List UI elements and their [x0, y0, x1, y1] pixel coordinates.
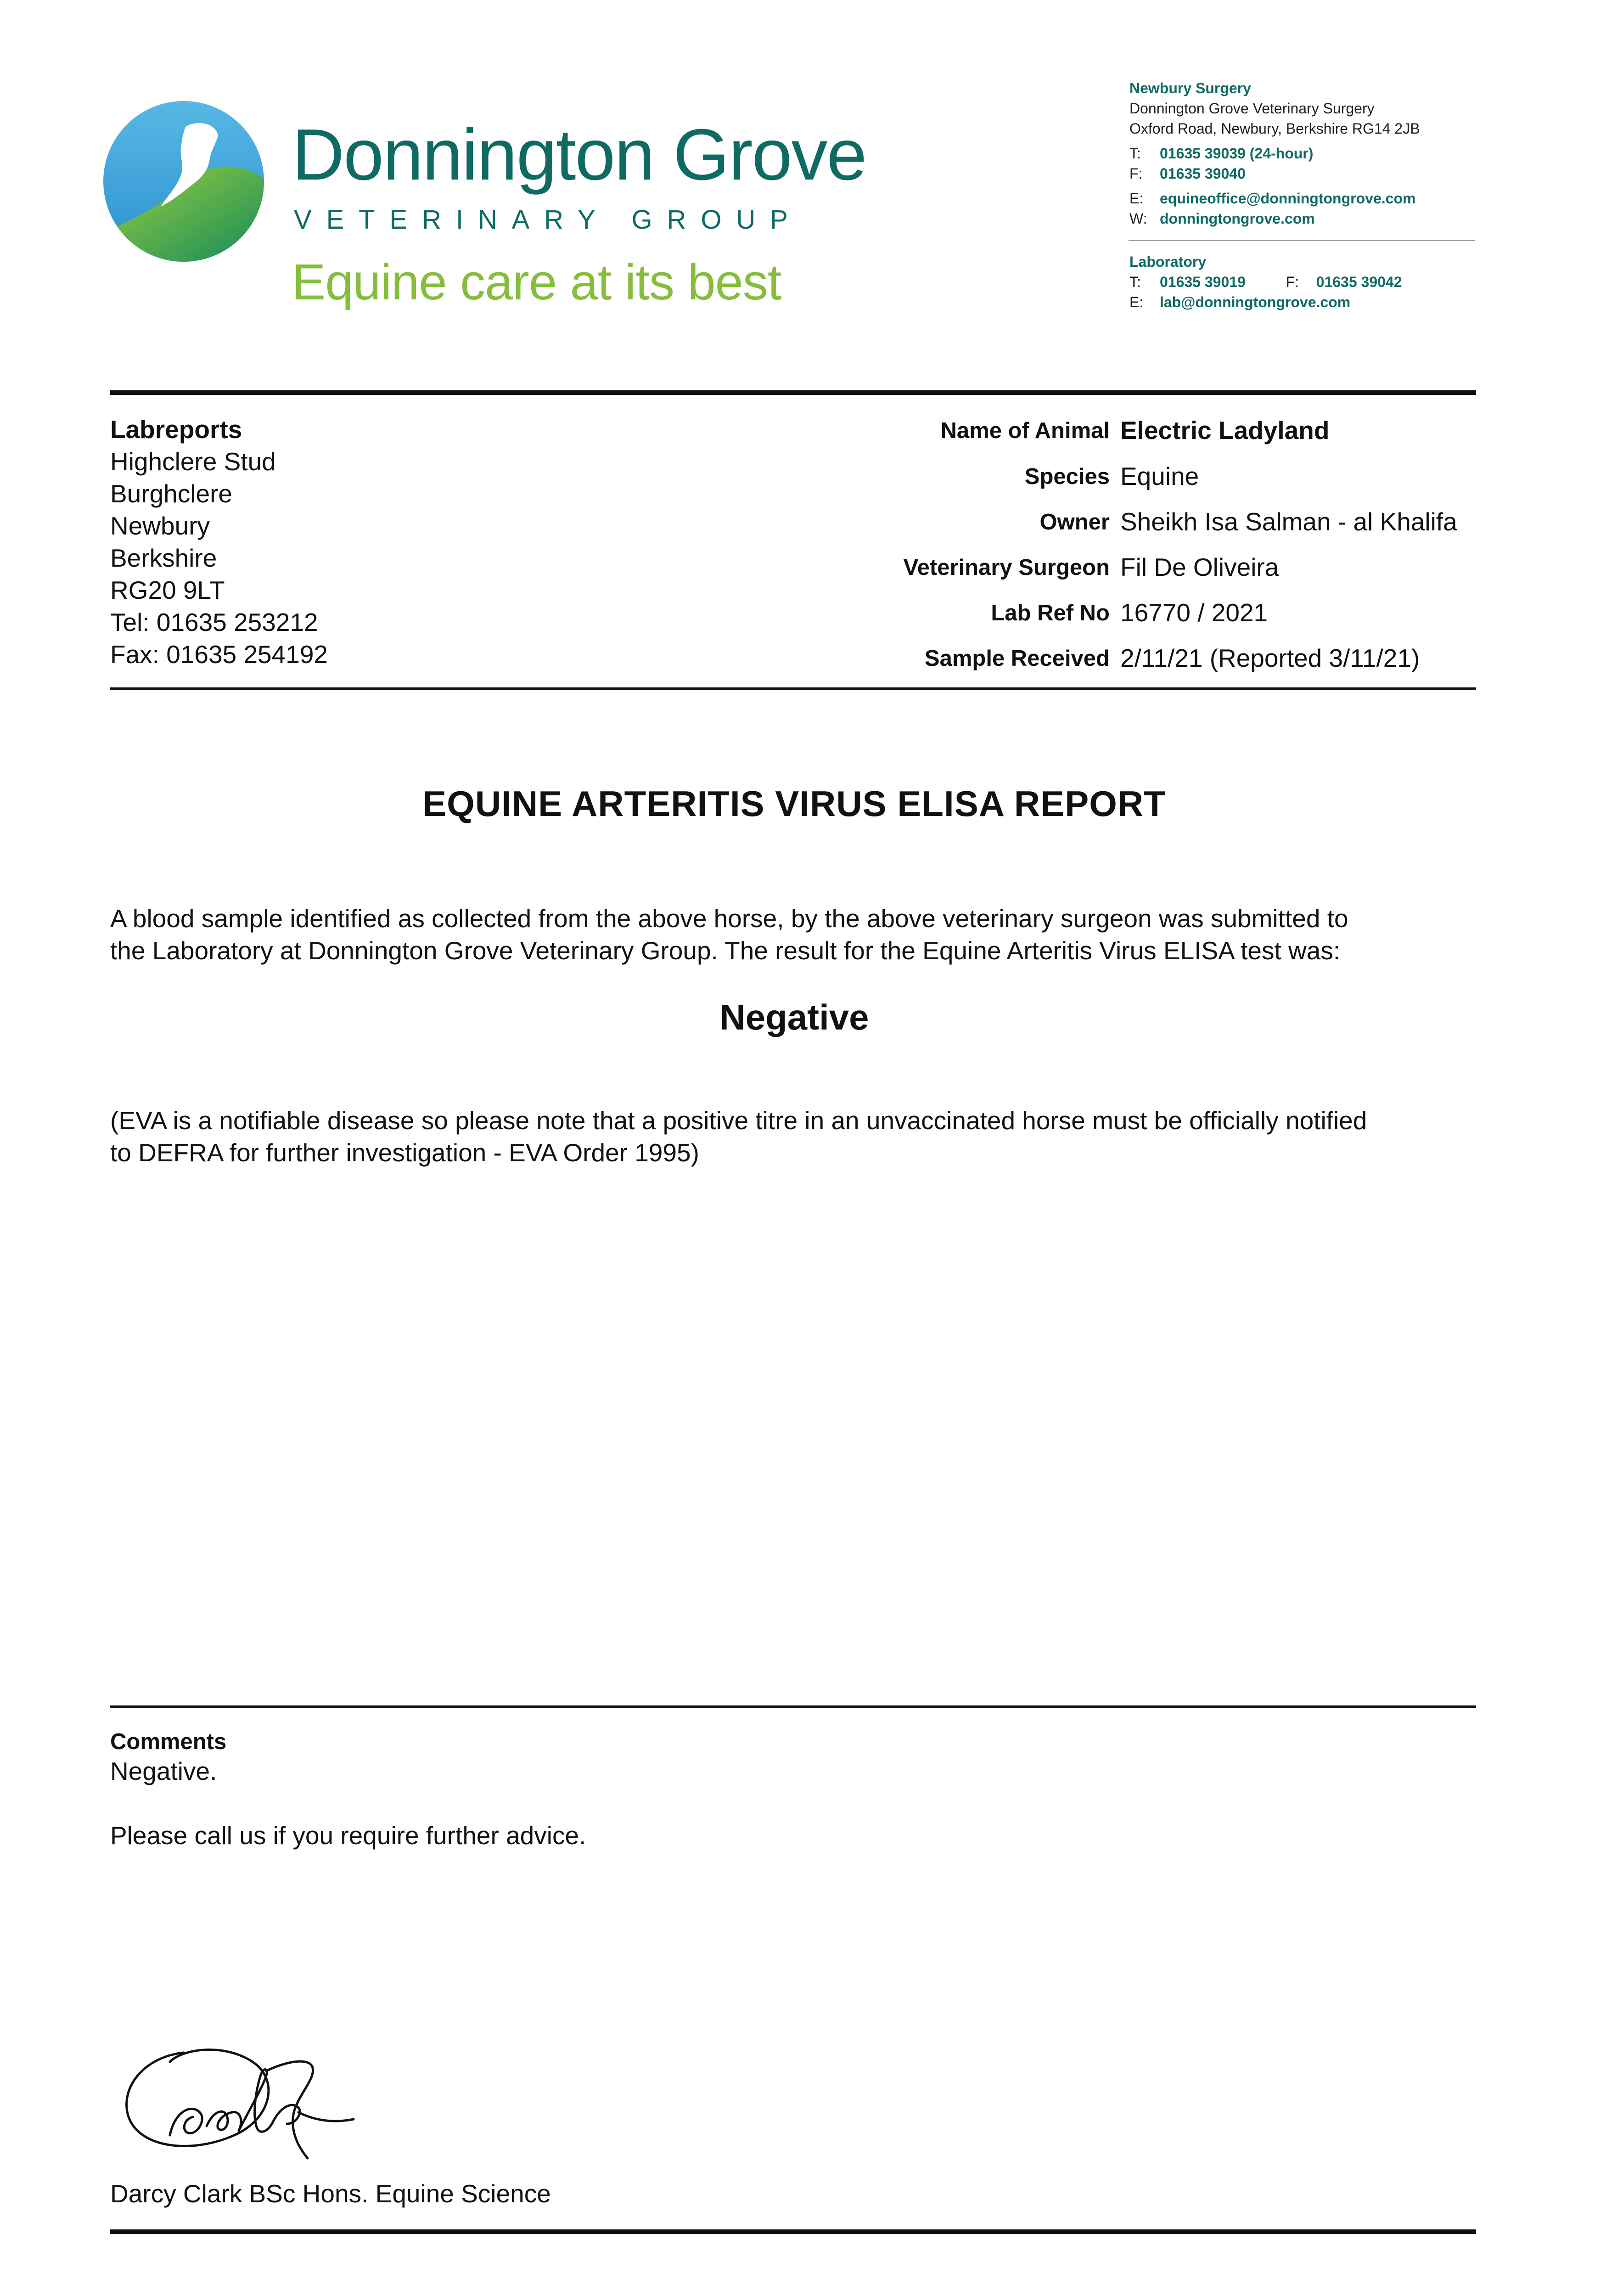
- detail-value-animal: Electric Ladyland: [1120, 416, 1330, 445]
- laboratory-heading: Laboratory: [1129, 253, 1207, 270]
- brand-subtitle: VETERINARY GROUP: [294, 205, 803, 235]
- client-line: Tel: 01635 253212: [110, 608, 318, 636]
- client-line: Fax: 01635 254192: [110, 640, 328, 669]
- bottom-rule: [110, 2229, 1476, 2234]
- surgery-web-label: W:: [1129, 210, 1147, 227]
- surgery-fax: 01635 39040: [1160, 165, 1246, 182]
- report-intro-line: the Laboratory at Donnington Grove Veterinary Group. The result for the Equine Arteritis Virus ELISA test was:: [110, 936, 1341, 965]
- detail-label-vet: Veterinary Surgeon: [903, 555, 1110, 580]
- brand-tagline: Equine care at its best: [292, 254, 781, 310]
- client-line: Berkshire: [110, 544, 217, 572]
- comments-text: Negative.: [110, 1757, 217, 1785]
- top-rule: [110, 390, 1476, 395]
- lab-email-label: E:: [1129, 294, 1144, 310]
- detail-label-species: Species: [1024, 464, 1110, 489]
- surgery-email-label: E:: [1129, 190, 1144, 207]
- detail-label-received: Sample Received: [924, 646, 1110, 671]
- report-note-line: (EVA is a notifiable disease so please note that a positive titre in an unvaccinated horse must be officially notified: [110, 1106, 1367, 1135]
- surgery-email-link[interactable]: equineoffice@donningtongrove.com: [1160, 190, 1416, 207]
- details-bottom-rule: [110, 687, 1476, 690]
- detail-value-species: Equine: [1120, 462, 1199, 490]
- surgery-contact: [1129, 78, 1420, 229]
- lab-email-link[interactable]: lab@donningtongrove.com: [1160, 294, 1351, 310]
- signature-icon: [115, 2020, 372, 2177]
- detail-value-vet: Fil De Oliveira: [1120, 553, 1279, 581]
- surgery-heading: Newbury Surgery: [1129, 80, 1251, 96]
- detail-label-owner: Owner: [1039, 510, 1110, 535]
- comments-top-rule: [110, 1705, 1476, 1708]
- test-result: Negative: [719, 997, 869, 1037]
- client-name: Labreports: [110, 415, 242, 444]
- surgery-tel: 01635 39039 (24-hour): [1160, 145, 1314, 162]
- report-intro-line: A blood sample identified as collected from the above horse, by the above veterinary surgeon was submitted to: [110, 904, 1348, 933]
- client-line: Highclere Stud: [110, 447, 276, 476]
- lab-fax: 01635 39042: [1316, 274, 1402, 290]
- signatory-name: Darcy Clark BSc Hons. Equine Science: [110, 2179, 551, 2208]
- detail-label-labref: Lab Ref No: [991, 601, 1110, 625]
- surgery-tel-label: T:: [1129, 145, 1141, 162]
- surgery-address-line1: Donnington Grove Veterinary Surgery: [1129, 100, 1375, 117]
- surgery-fax-label: F:: [1129, 165, 1143, 182]
- report-intro: [110, 902, 1488, 967]
- detail-value-received: 2/11/21 (Reported 3/11/21): [1120, 644, 1420, 672]
- detail-value-owner: Sheikh Isa Salman - al Khalifa: [1120, 507, 1457, 536]
- header-divider: [1129, 240, 1475, 241]
- client-address: [110, 413, 328, 670]
- comments-heading: Comments: [110, 1729, 227, 1754]
- laboratory-contact: [1129, 252, 1402, 312]
- report-note: [110, 1104, 1488, 1169]
- report-note-line: to DEFRA for further investigation - EVA Order 1995): [110, 1138, 699, 1167]
- lab-fax-label: F:: [1286, 274, 1299, 290]
- report-title: EQUINE ARTERITIS VIRUS ELISA REPORT: [422, 783, 1166, 824]
- horse-logo-icon: [101, 99, 266, 264]
- lab-tel: 01635 39019: [1160, 274, 1246, 290]
- lab-tel-label: T:: [1129, 274, 1141, 290]
- advice-text: Please call us if you require further advice.: [110, 1821, 586, 1850]
- detail-label-animal: Name of Animal: [940, 418, 1110, 443]
- brand-name: Donnington Grove: [292, 114, 866, 195]
- surgery-web-link[interactable]: donningtongrove.com: [1160, 210, 1315, 227]
- detail-value-labref: 16770 / 2021: [1120, 598, 1268, 627]
- surgery-address-line2: Oxford Road, Newbury, Berkshire RG14 2JB: [1129, 120, 1420, 137]
- client-line: RG20 9LT: [110, 576, 225, 604]
- client-line: Newbury: [110, 512, 210, 540]
- client-line: Burghclere: [110, 479, 232, 508]
